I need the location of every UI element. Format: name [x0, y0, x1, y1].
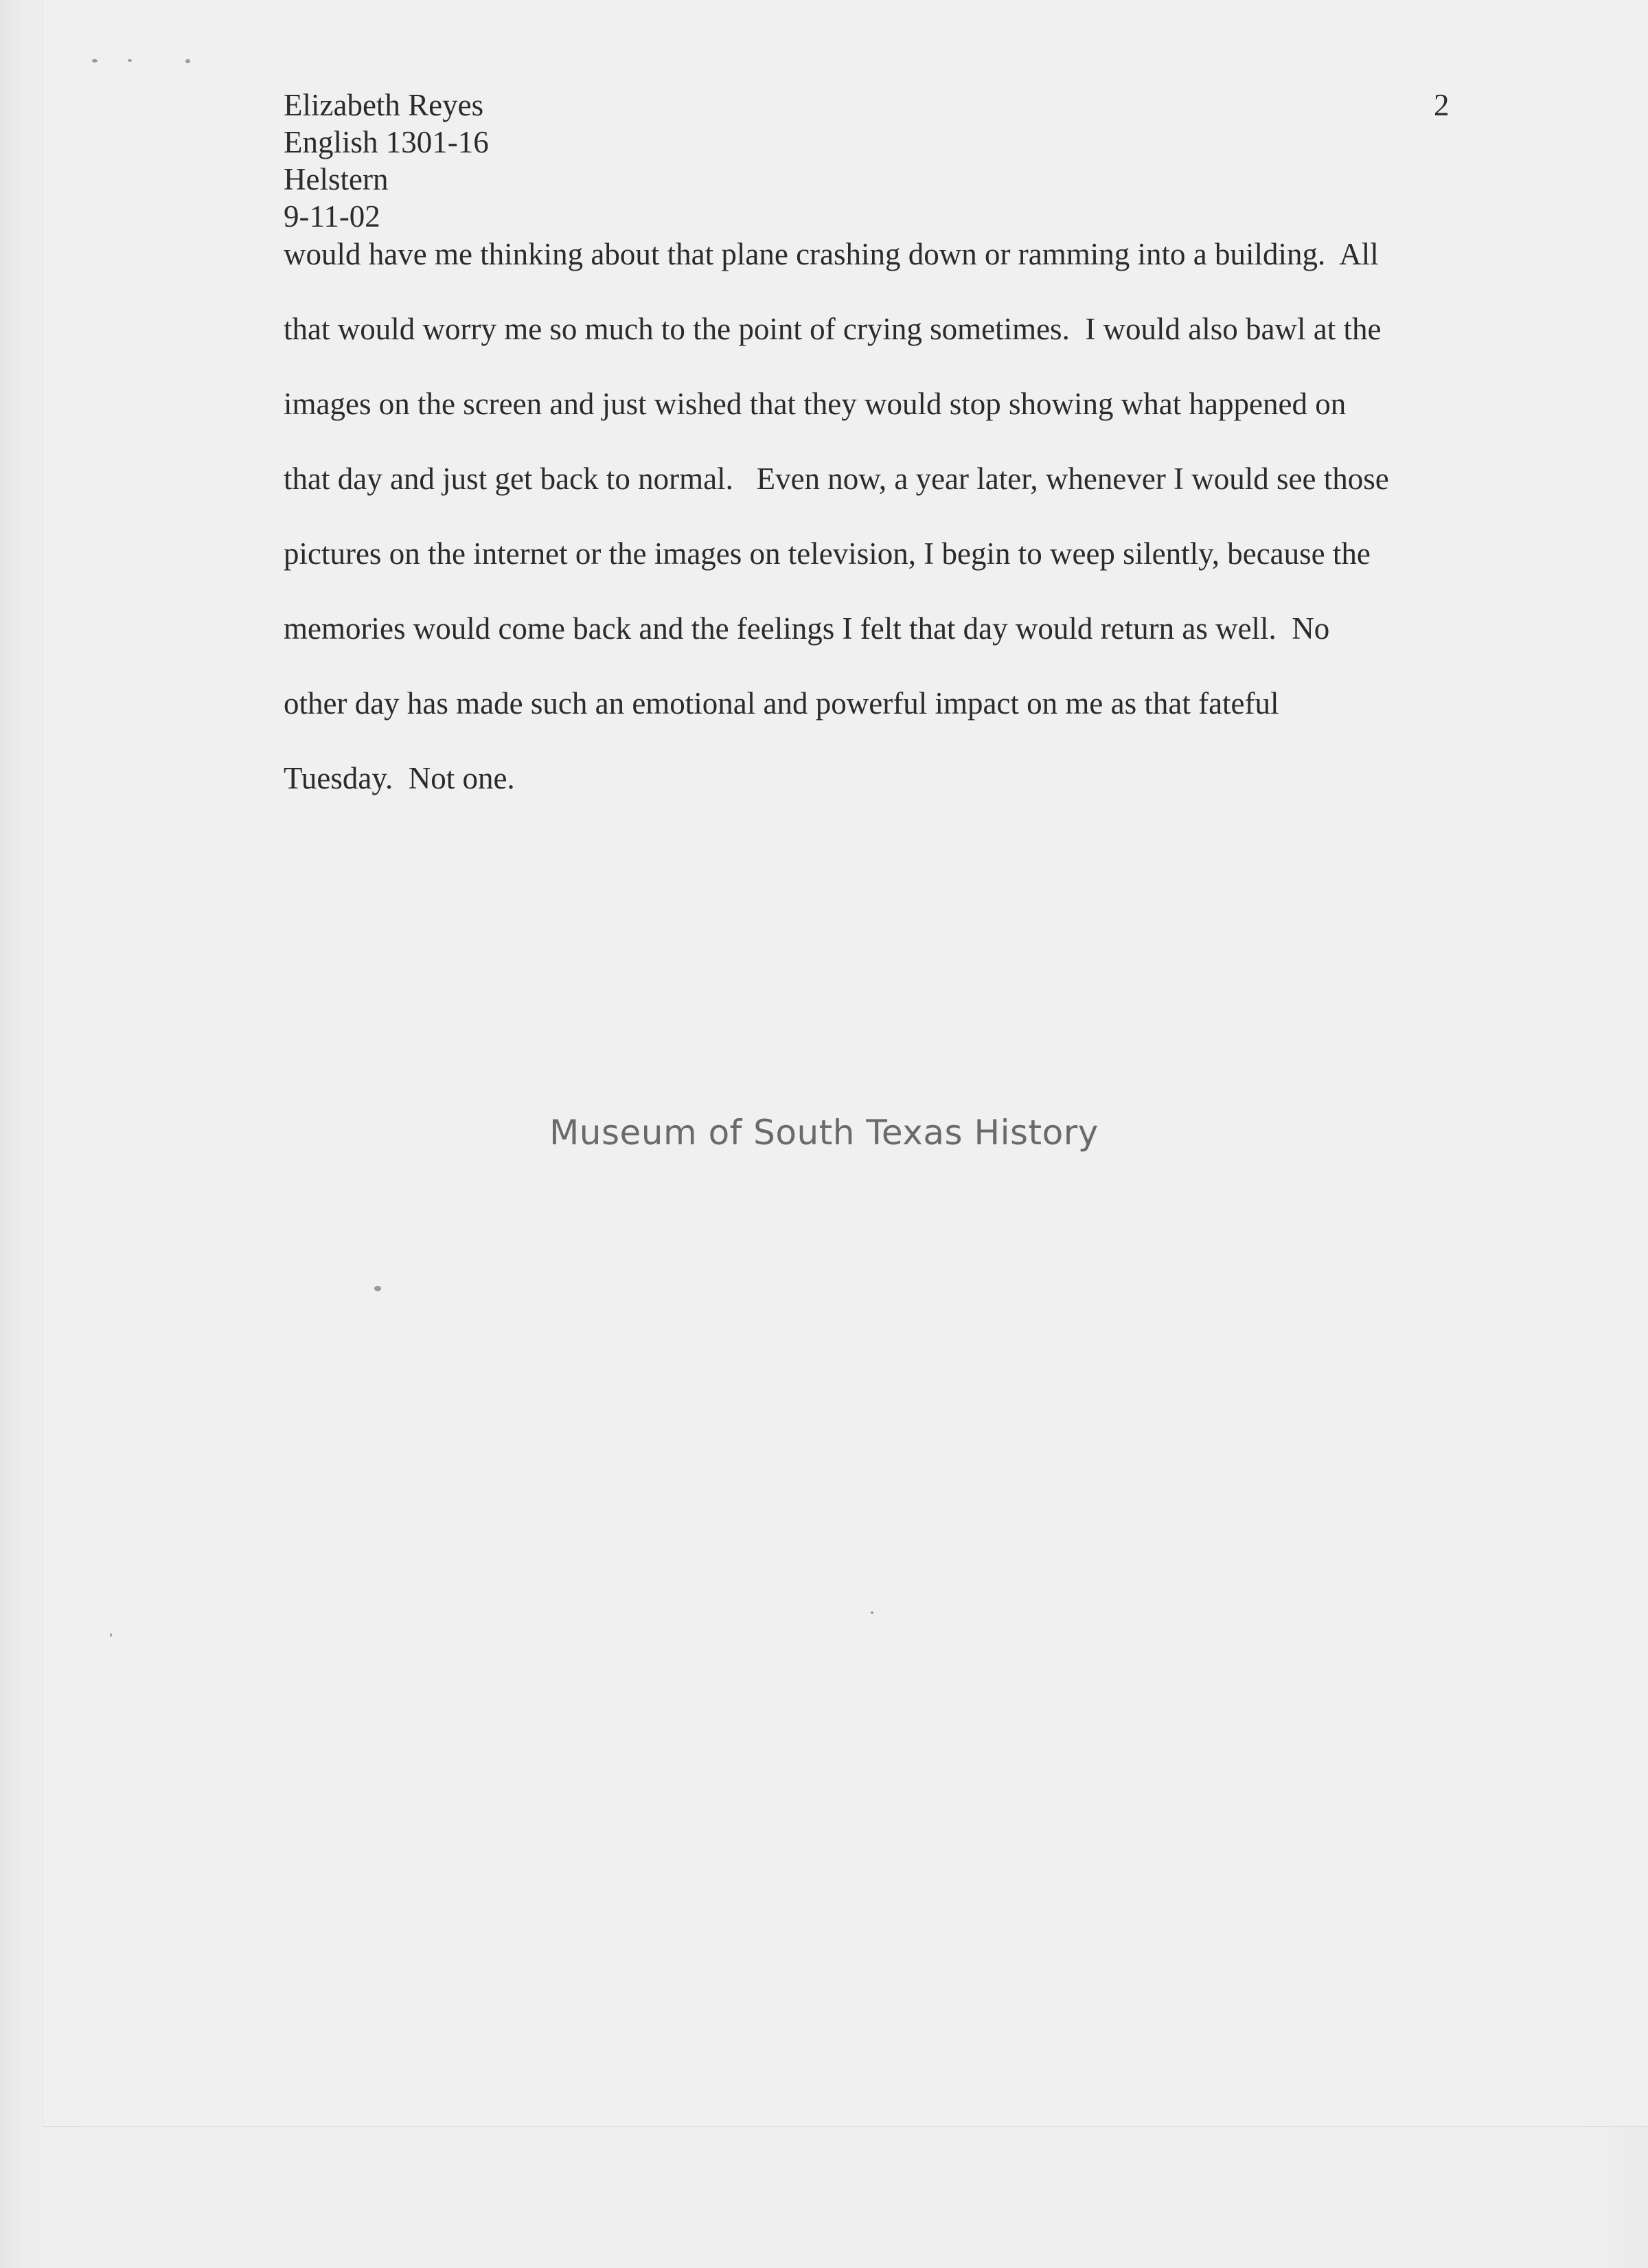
scan-speck — [110, 1633, 112, 1637]
body-line: that day and just get back to normal. Even now, a year later, whenever I would see those — [284, 462, 1389, 496]
document-date: 9-11-02 — [284, 199, 380, 234]
body-line: Tuesday. Not one. — [284, 761, 515, 795]
scan-speck — [92, 59, 98, 63]
author-name: Elizabeth Reyes — [284, 88, 484, 122]
essay-body — [284, 234, 1451, 832]
body-line: images on the screen and just wished that they would stop showing what happened on — [284, 387, 1347, 421]
page-number: 2 — [1434, 88, 1450, 122]
scan-speck — [871, 1611, 873, 1614]
body-line: other day has made such an emotional and powerful impact on me as that fateful — [284, 686, 1279, 721]
body-line: that would worry me so much to the point of crying sometimes. I would also bawl at the — [284, 312, 1382, 346]
scan-speck — [128, 59, 132, 62]
body-line: memories would come back and the feelings I felt that day would return as well. No — [284, 611, 1330, 646]
museum-watermark: Museum of South Texas History — [549, 1113, 1099, 1153]
body-line: pictures on the internet or the images on television, I begin to weep silently, because the — [284, 536, 1371, 571]
course-name: English 1301-16 — [284, 125, 489, 159]
body-line: would have me thinking about that plane crashing down or ramming into a building. All — [284, 237, 1379, 271]
document-header — [284, 87, 489, 235]
instructor-name: Helstern — [284, 162, 389, 196]
scan-speck — [374, 1286, 381, 1291]
scan-speck — [185, 59, 190, 63]
